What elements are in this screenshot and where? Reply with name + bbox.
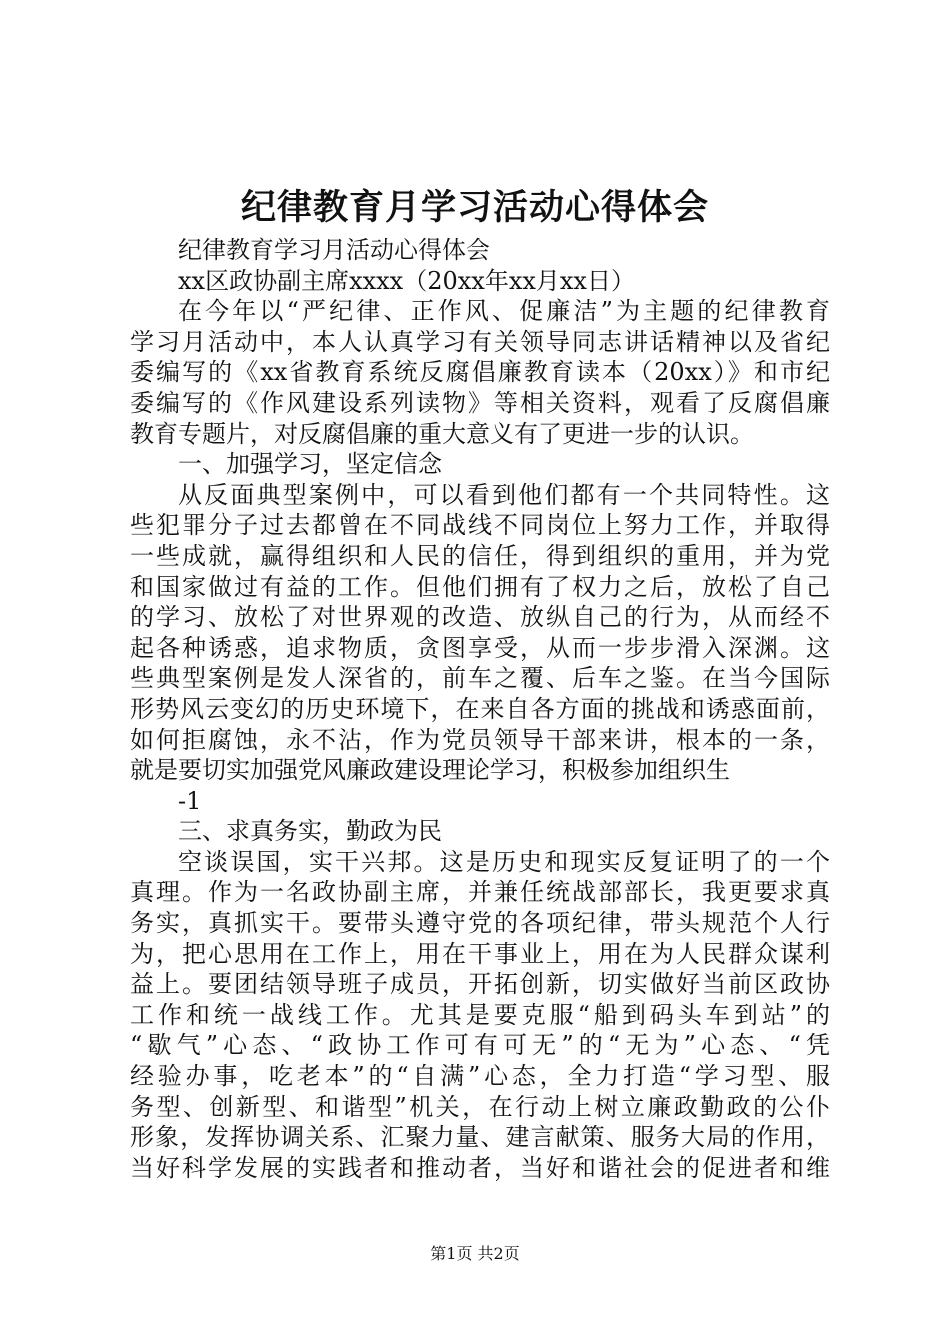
paragraph-line: 真理。作为一名政协副主席，并兼任统战部部长，我更要求真 xyxy=(130,878,830,907)
paragraph-line: 些典型案例是发人深省的，前车之覆、后车之鉴。在当今国际 xyxy=(130,664,830,693)
paragraph-line: 经验办事，吃老本”的“自满”心态，全力打造“学习型、服 xyxy=(130,1062,830,1091)
document-body xyxy=(130,235,830,1183)
paragraph-line: 形象，发挥协调关系、汇聚力量、建言献策、服务大局的作用， xyxy=(130,1123,830,1152)
paragraph-line: 些犯罪分子过去都曾在不同战线不同岗位上努力工作，并取得 xyxy=(130,511,830,540)
paragraph-line: 益上。要团结领导班子成员，开拓创新，切实做好当前区政协 xyxy=(130,970,830,999)
paragraph-line: 如何拒腐蚀，永不沾，作为党员领导干部来讲，根本的一条， xyxy=(130,725,830,754)
paragraph-line: 学习月活动中，本人认真学习有关领导同志讲话精神以及省纪 xyxy=(130,327,830,356)
paragraph-line: 当好科学发展的实践者和推动者，当好和谐社会的促进者和维 xyxy=(130,1153,830,1182)
paragraph-line: 和国家做过有益的工作。但他们拥有了权力之后，放松了自己 xyxy=(130,572,830,601)
section-heading: 三、求真务实，勤政为民 xyxy=(178,817,442,846)
page-marker: -1 xyxy=(178,786,202,815)
paragraph-line: 在今年以“严纪律、正作风、促廉洁”为主题的纪律教育 xyxy=(178,297,830,326)
author-line: xx区政协副主席xxxx（20xx年xx月xx日） xyxy=(178,266,635,295)
paragraph-line: 委编写的《作风建设系列读物》等相关资料，观看了反腐倡廉 xyxy=(130,388,830,417)
paragraph-line: 的学习、放松了对世界观的改造、放纵自己的行为，从而经不 xyxy=(130,603,830,632)
page-footer: 第1页 共2页 xyxy=(430,1244,520,1263)
paragraph-line: 一些成就，赢得组织和人民的信任，得到组织的重用，并为党 xyxy=(130,541,830,570)
paragraph-line: “歇气”心态、“政协工作可有可无”的“无为”心态、“凭 xyxy=(130,1031,830,1060)
document-title: 纪律教育月学习活动心得体会 xyxy=(240,188,709,228)
paragraph-line: 委编写的《xx省教育系统反腐倡廉教育读本（20xx）》和市纪 xyxy=(130,358,830,387)
paragraph-line: 就是要切实加强党风廉政建设理论学习，积极参加组织生 xyxy=(130,756,730,785)
paragraph-line: 空谈误国，实干兴邦。这是历史和现实反复证明了的一个 xyxy=(178,847,830,876)
paragraph-line: 为，把心思用在工作上，用在干事业上，用在为人民群众谋利 xyxy=(130,939,830,968)
paragraph-line: 工作和统一战线工作。尤其是要克服“船到码头车到站”的 xyxy=(130,1000,830,1029)
paragraph-line: 起各种诱惑，追求物质，贪图享受，从而一步步滑入深渊。这 xyxy=(130,633,830,662)
paragraph-line: 形势风云变幻的历史环境下，在来自各方面的挑战和诱惑面前， xyxy=(130,694,830,723)
subtitle-line: 纪律教育学习月活动心得体会 xyxy=(178,236,490,264)
paragraph-line: 务型、创新型、和谐型”机关，在行动上树立廉政勤政的公仆 xyxy=(130,1092,830,1121)
paragraph-line: 务实，真抓实干。要带头遵守党的各项纪律，带头规范个人行 xyxy=(130,909,830,938)
paragraph-line: 教育专题片，对反腐倡廉的重大意义有了更进一步的认识。 xyxy=(130,419,754,448)
section-heading: 一、加强学习，坚定信念 xyxy=(178,450,442,479)
paragraph-line: 从反面典型案例中，可以看到他们都有一个共同特性。这 xyxy=(178,480,830,509)
